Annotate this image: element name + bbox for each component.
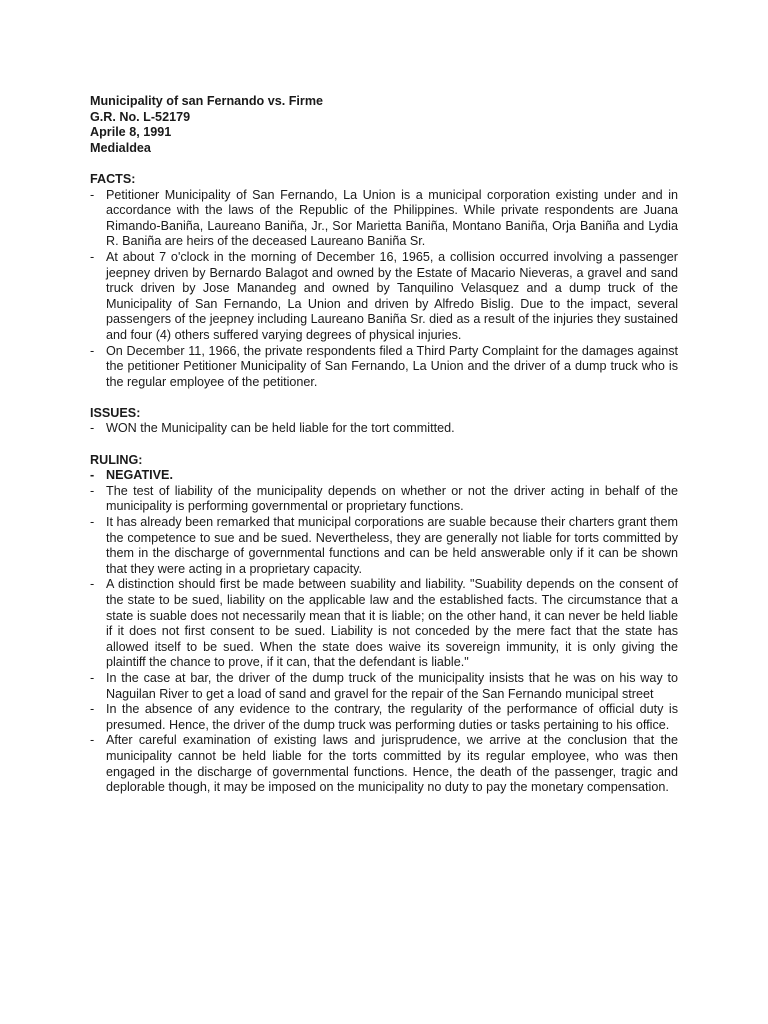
list-item-text: At about 7 o'clock in the morning of December 16, 1965, a collision occurred involving a passenger jeepney driven by Bernardo Balagot and owned by the Estate of Macario Nieveras, a gravel and sand truck driven by Jose Manandeg and owned by Tanquilino Velasquez and a dump truck of the Municipality of San Fernando, La Union and driven by Alfredo Bislig. Due to the impact, several passengers of the jeepney including Laureano Baniña Sr. died as a result of the injuries they sustained and four (4) others suffered varying degrees of physical injuries.	[106, 249, 678, 342]
ruling-section	[90, 453, 678, 796]
list-item-text: After careful examination of existing laws and jurisprudence, we arrive at the conclusion that the municipality cannot be held liable for the torts committed by its regular employee, who was then engaged in the discharge of governmental functions. Hence, the death of the passenger, tragic and deplorable though, it may be imposed on the municipality no duty to pay the monetary compensation.	[106, 733, 678, 795]
list-item-text: In the absence of any evidence to the contrary, the regularity of the performance of official duty is presumed. Hence, the driver of the dump truck was performing duties or tasks pertaining to his office.	[106, 702, 678, 732]
dash-bullet: -	[90, 515, 95, 530]
list-item	[90, 702, 678, 733]
ruling-verdict	[90, 468, 678, 484]
ruling-heading: RULING:	[90, 452, 143, 467]
dash-bullet: -	[90, 702, 95, 717]
facts-section	[90, 172, 678, 390]
ponente: Medialdea	[90, 140, 151, 155]
gr-number: G.R. No. L-52179	[90, 109, 191, 124]
list-item-text: Petitioner Municipality of San Fernando, La Union is a municipal corporation existing under and in accordance with the laws of the Republic of the Philippines. While private respondents are Juana Rimando-Baniña, Laureano Baniña, Jr., Sor Marietta Baniña, Montano Baniña, Orja Baniña and Lydia R. Baniña are heirs of the deceased Laureano Baniña Sr.	[106, 187, 678, 249]
facts-heading: FACTS:	[90, 171, 136, 186]
list-item	[90, 733, 678, 795]
dash-bullet: -	[90, 733, 95, 748]
issues-section	[90, 406, 678, 437]
issues-list	[90, 421, 678, 437]
dash-bullet: -	[90, 468, 95, 483]
list-item-text: In the case at bar, the driver of the dump truck of the municipality insists that he was on his way to Naguilan River to get a load of sand and gravel for the repair of the San Fernando municipal street	[106, 670, 678, 701]
facts-list	[90, 188, 678, 391]
spacer	[90, 156, 678, 172]
dash-bullet: -	[90, 421, 95, 436]
dash-bullet: -	[90, 483, 95, 498]
list-item	[90, 188, 678, 250]
list-item	[90, 671, 678, 702]
spacer	[90, 390, 678, 406]
list-item	[90, 515, 678, 577]
list-item-text: On December 11, 1966, the private respondents filed a Third Party Complaint for the damages against the petitioner Petitioner Municipality of San Fernando, La Union and the driver of a dump truck who is the regular employee of the petitioner.	[106, 343, 678, 389]
list-item-text: A distinction should first be made between suability and liability. "Suability depends on the consent of the state to be sued, liability on the applicable law and the established facts. The circumstance that a state is suable does not necessarily mean that it is liable; on the other hand, it can never be held liable if it does not first consent to be sued. Liability is not conceded by the mere fact that the state has allowed itself to be sued. When the state does waive its sovereign immunity, it is only giving the plaintiff the chance to prove, if it can, that the defendant is liable."	[106, 577, 678, 670]
list-item	[90, 577, 678, 671]
dash-bullet: -	[90, 577, 95, 592]
verdict-text: NEGATIVE.	[106, 468, 173, 483]
list-item	[90, 344, 678, 391]
ruling-list	[90, 468, 678, 795]
dash-bullet: -	[90, 187, 95, 202]
dash-bullet: -	[90, 670, 95, 685]
list-item-text: The test of liability of the municipality depends on whether or not the driver acting in behalf of the municipality is performing governmental or proprietary functions.	[106, 483, 678, 514]
case-digest-document	[90, 94, 678, 796]
list-item	[90, 250, 678, 344]
dash-bullet: -	[90, 249, 95, 264]
list-item	[90, 421, 678, 437]
list-item	[90, 484, 678, 515]
case-header	[90, 94, 678, 156]
issues-heading: ISSUES:	[90, 405, 141, 420]
case-title: Municipality of san Fernando vs. Firme	[90, 94, 324, 108]
decision-date: Aprile 8, 1991	[90, 125, 172, 140]
spacer	[90, 437, 678, 453]
list-item-text: WON the Municipality can be held liable for the tort committed.	[106, 421, 455, 436]
list-item-text: It has already been remarked that municipal corporations are suable because their charters grant them the competence to sue and be sued. Nevertheless, they are generally not liable for torts committed by them in the discharge of governmental functions and can be held answerable only if it can be shown that they were acting in a proprietary capacity.	[106, 515, 678, 576]
dash-bullet: -	[90, 343, 95, 358]
